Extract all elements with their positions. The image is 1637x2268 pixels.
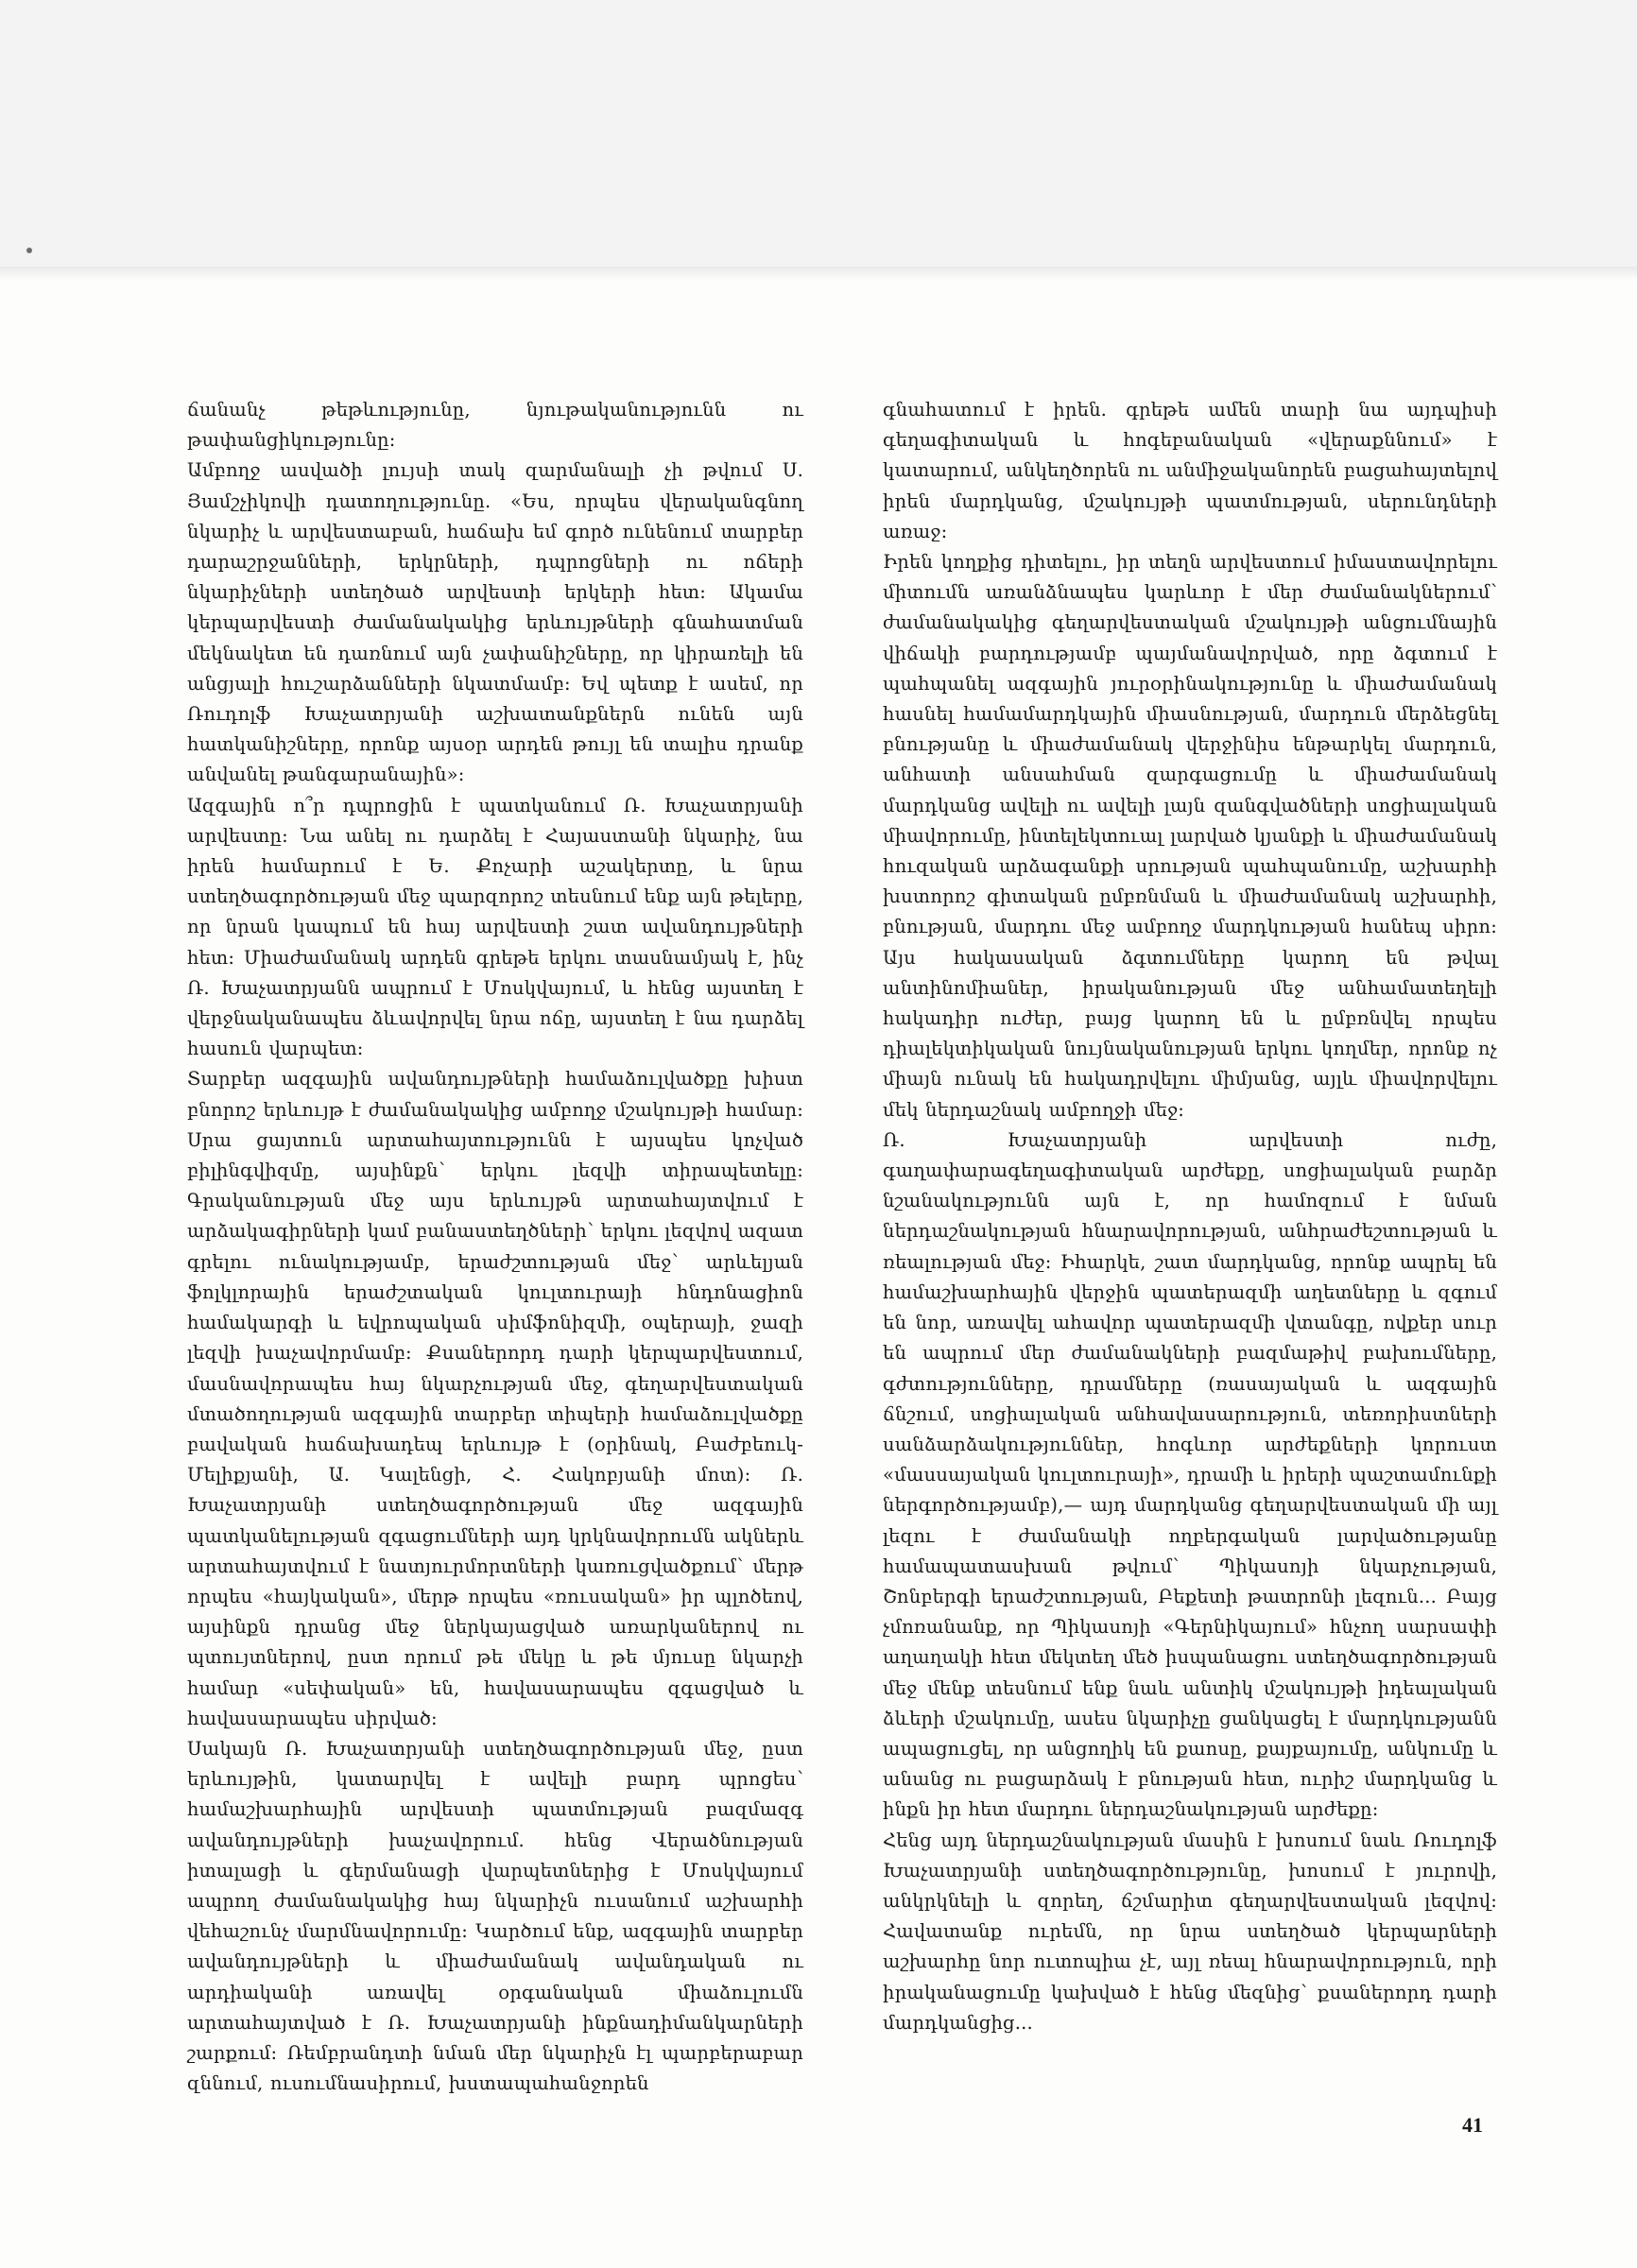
- paragraph: Տարբեր ազգային ավանդույթների համաձուլվածքը խիստ բնորոշ երևույթ է ժամանակակից ամբողջ մշակույթի համար: Սրա ցայտուն արտահայտությունն է այսպես կոչված բիլինգվիզմը, այսինքն՝ երկու լեզվի տիրապետելը: Գրականության մեջ այս երևույթն արտահայտվում է արձակագիրների կամ բանաստեղծների՝ երկու լեզվով ազատ գրելու ունակությամբ, երաժշտության մեջ՝ արևելյան ֆոլկլորային երաժշտական կուլտուրայի հնդոնացիոն համակարգի և եվրոպական սիմֆոնիզմի, օպերայի, ջազի լեզվի խաչավորմամբ: Քսաներորդ դարի կերպարվեստում, մասնավորապես հայ նկարչության մեջ, գեղարվեստական մտածողության ազգային տարբեր տիպերի համաձուլվածքը բավական հաճախադեպ երևույթ է (օրինակ, Բաժբեուկ-Մելիքյանի, Ա. Կալենցի, Հ. Հակոբյանի մոտ): Ռ. Խաչատրյանի ստեղծագործության մեջ ազգային պատկանելության զգացումների այդ կրկնավորումն ակներև արտահայտվում է նատյուրմորտների կառուցվածքում՝ մերթ որպես «հայկական», մերթ որպես «ռուսական» իր պլոծեով, այսինքն դրանց մեջ ներկայացված առարկաներով ու պտույտներով, ըստ որում թե մեկը և թե մյուսը նկարչի համար «սեփական» են, հավասարապես զգացված և հավասարապես սիրված:: [187, 1068, 803, 1729]
- paragraph: Սակայն Ռ. Խաչատրյանի ստեղծագործության մեջ, ըստ երևույթին, կատարվել է ավելի բարդ պրոցես՝ համաշխարհային արվեստի պատմության բազմազգ ավանդույթների խաչավորում. հենց Վերածնության իտալացի և գերմանացի վարպետներից է Մոսկվայում ապրող ժամանակակից հայ նկարիչն ուսանում աշխարհի վեհաշունչ մարմնավորումը: Կարծում ենք, ազգային տարբեր ավանդույթների և միաժամանակ ավանդական ու արդիականի առավել օրգանական միաձուլումն արտահայտված է Ռ. Խաչատրյանի ինքնադիմանկարների շարքում: Ռեմբրանդտի նման մեր նկարիչն էլ պարբերաբար զննում, ուսումնասիրում, խստապահանջորեն: [187, 1737, 803, 2095]
- paragraph: ճանանչ թեթևությունը, նյութականությունն ու թափանցիկությունը:: [187, 399, 803, 452]
- paragraph: Ամբողջ ասվածի լույսի տակ զարմանալի չի թվում Ս. Յամշչիկովի դատողությունը. «Ես, որպես վերականգնող նկարիչ և արվեստաբան, հաճախ եմ գործ ունենում տարբեր դարաշրջանների, երկրների, դպրոցների ու ոճերի նկարիչների ստեղծած արվեստի երկերի հետ: Ակամա կերպարվեստի ժամանակակից երևույթների գնահատման մեկնակետ են դառնում այն չափանիշները, որ կիրառելի են անցյալի հուշարձանների նկատմամբ: Եվ պետք է ասեմ, որ Ռուդոլֆ Խաչատրյանի աշխատանքներն ունեն այն հատկանիշները, որոնք այսօր արդեն թույլ են տալիս դրանք անվանել թանգարանային»:: [187, 459, 803, 786]
- paragraph: Իրեն կողքից դիտելու, իր տեղն արվեստում իմաստավորելու միտումն առանձնապես կարևոր է մեր ժամանակներում՝ ժամանակակից գեղարվեստական մշակույթի անցումնային վիճակի բարդությամբ պայմանավորված, որը ձգտում է պահպանել ազգային յուրօրինակությունը և միաժամանակ հասնել համամարդկային միասնության, մարդուն մերձեցնել բնությանը և միաժամանակ վերջինիս ենթարկել մարդուն, անհատի անսահման զարգացումը և միաժամանակ մարդկանց ավելի ու ավելի լայն զանգվածների սոցիալական միավորումը, ինտելեկտուալ լարված կյանքի և միաժամանակ հուզական արձագանքի սրության պահպանումը, աշխարհի խստորոշ գիտական ըմբռնման և միաժամանակ աշխարհի, բնության, մարդու մեջ ամբողջ մարդկության հանեպ սիրո: Այս հակասական ձգտումները կարող են թվալ անտինոմիաներ, իրականության մեջ անհամատեղելի հակադիր ուժեր, բայց կարող են և ըմբռնվել որպես դիալեկտիկական նույնականության երկու կողմեր, որոնք ոչ միայն ունակ են հակադրվելու միմյանց, այլև միավորվելու մեկ ներդաշնակ ամբողջի մեջ:: [883, 551, 1497, 1121]
- paragraph: գնահատում է իրեն. գրեթե ամեն տարի նա այդպիսի գեղագիտական և հոգեբանական «վերաքննում» է կատարում, անկեղծորեն ու անմիջականորեն բացահայտելով իրեն մարդկանց, մշակույթի պատմության, սերունդների առաջ:: [883, 399, 1497, 542]
- scan-speck: [26, 248, 32, 253]
- paragraph: Ազգային ո՞ր դպրոցին է պատկանում Ռ. Խաչատրյանի արվեստը: Նա անել ու դարձել է Հայաստանի նկարիչ, նա իրեն համարում է Ե. Քոչարի աշակերտը, և նրա ստեղծագործության մեջ պարզորոշ տեսնում ենք այն թելերը, որ նրան կապում են հայ արվեստի շատ ավանդույթների հետ: Միաժամանակ արդեն գրեթե երկու տասնամյակ է, ինչ Ռ. Խաչատրյանն ապրում է Մոսկվայում, և հենց այստեղ է վերջնականապես ձևավորվել նրա ոճը, այստեղ է նա դարձել հասուն վարպետ:: [187, 794, 803, 1060]
- scan-top-margin: [0, 0, 1637, 276]
- scan-page-edge: [0, 266, 1637, 280]
- paragraph: Ռ. Խաչատրյանի արվեստի ուժը, գաղափարագեղագիտական արժեքը, սոցիալական բարձր նշանակությունն այն է, որ համոզում է նման ներդաշնակության հնարավորության, անհրաժեշտության և ռեալության մեջ: Իհարկե, շատ մարդկանց, որոնք ապրել են համաշխարհային վերջին պատերազմի աղետները և զգում են նոր, առավել ահավոր պատերազմի վտանգը, ովքեր սուր են ապրում մեր ժամանակների բազմաթիվ բախումները, գժտությունները, դրամները (ռասայական և ազգային ճնշում, սոցիալական անհավասարություն, տեռորիստների սանձարձակություններ, հոգևոր արժեքների կորուստ «մասսայական կուլտուրայի», դրամի և իրերի պաշտամունքի ներգործությամբ),— այդ մարդկանց գեղարվեստական մի այլ լեզու է ժամանակի ողբերգական լարվածությանը համապատասխան թվում՝ Պիկասոյի նկարչության, Շոնբերգի երաժշտության, Բեքետի թատրոնի լեզուն... Բայց չմոռանանք, որ Պիկասոյի «Գերնիկայում» հնչող սարսափի աղաղակի հետ մեկտեղ մեծ իսպանացու ստեղծագործության մեջ մենք տեսնում ենք նաև անտիկ մշակույթի իդեալական ձևերի մշակումը, ասես նկարիչը ցանկացել է մարդկությանն ապացուցել, որ անցողիկ են քաոսը, քայքայումը, անկումը և անանց ու բացարձակ է բնության հետ, ուրիշ մարդկանց և ինքն իր հետ մարդու ներդաշնակության արժեքը:: [883, 1128, 1497, 1821]
- paragraph: Հենց այդ ներդաշնակության մասին է խոսում նաև Ռուդոլֆ Խաչատրյանի ստեղծագործությունը, խոսում է յուրովի, անկրկնելի և զորեղ, ճշմարիտ գեղարվեստական լեզվով: Հավատանք ուրեմն, որ նրա ստեղծած կերպարների աշխարհը նոր ուտոպիա չէ, այլ ռեալ հնարավորություն, որի իրականացումը կախված է հենց մեզնից՝ քսաներորդ դարի մարդկանցից...: [883, 1829, 1497, 2034]
- page-number: 41: [1462, 2113, 1483, 2137]
- right-text-column: [883, 395, 1497, 2038]
- left-text-column: [187, 395, 803, 2099]
